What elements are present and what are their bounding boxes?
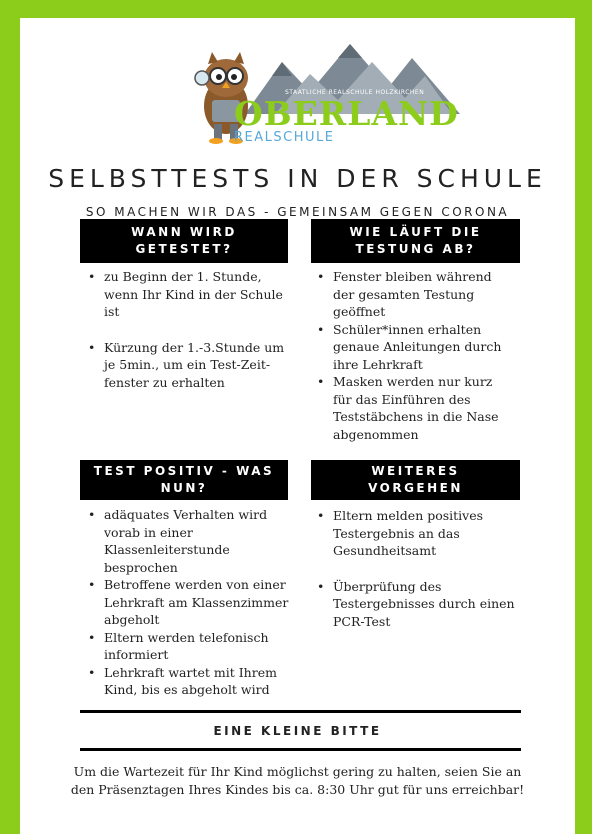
list-weiteres [313,507,533,630]
list-item: • zu Beginn der 1. Stunde, wenn Ihr Kind in der Schule ist [84,268,296,321]
heading-positiv [80,460,288,500]
list-item: • adäquates Verhalten wird vorab in einer Klassenleiterstunde besprochen [84,506,296,576]
list-item: • Masken werden nur kurz für das Einführen des Teststäbchens in die Nase abgenommen [313,373,513,443]
bitte-heading: EINE KLEINE BITTE [213,724,382,738]
list-item: • Eltern werden telefonisch informiert [84,629,296,664]
flyer-page [20,18,575,834]
list-item: • Fenster bleiben während der gesamten Testung geöffnet [313,268,513,321]
heading-weiteres-text: WEITERES VORGEHEN [368,464,463,495]
heading-wann-text: WANN WIRD GETESTET? [131,225,237,256]
page-title: SELBSTTESTS IN DER SCHULE [48,164,547,193]
heading-ablauf [311,219,520,263]
list-item: • Kürzung der 1.-3.Stunde um je 5min., um ein Test-Zeit-fenster zu erhalten [84,339,296,392]
divider-top [80,710,521,713]
list-item: • Betroffene werden von einer Lehrkraft am Klassenzimmer abgeholt [84,576,296,629]
logo-school-name: STAATLICHE REALSCHULE HOLZKIRCHEN [285,89,425,96]
page-subtitle: SO MACHEN WIR DAS - GEMEINSAM GEGEN CORONA [85,205,510,219]
list-positiv [84,506,296,699]
divider-bottom [80,748,521,751]
heading-positiv-text: TEST POSITIV - WAS NUN? [93,464,275,495]
logo-subtitle: REALSCHULE [234,130,335,145]
list-item: • Eltern melden positives Testergebnis an das Gesundheitsamt [313,507,533,560]
school-logo [20,18,575,158]
bitte-text: Um die Wartezeit für Ihr Kind möglichst gering zu halten, seien Sie an den Präsenztagen Ihres Kindes bis ca. 8:30 Uhr gut für uns erreichbar! [70,764,525,797]
heading-weiteres [311,460,520,500]
list-item: • Überprüfung des Testergebnisses durch einen PCR-Test [313,578,533,631]
list-ablauf [313,268,513,443]
logo-wordmark: OBERLAND [234,94,459,133]
list-wann [84,268,296,391]
list-item: • Lehrkraft wartet mit Ihrem Kind, bis es abgeholt wird [84,664,296,699]
heading-ablauf-text: WIE LÄUFT DIE TESTUNG AB? [349,225,482,256]
list-item: • Schüler*innen erhalten genaue Anleitungen durch ihre Lehrkraft [313,321,513,374]
heading-wann [80,219,288,263]
